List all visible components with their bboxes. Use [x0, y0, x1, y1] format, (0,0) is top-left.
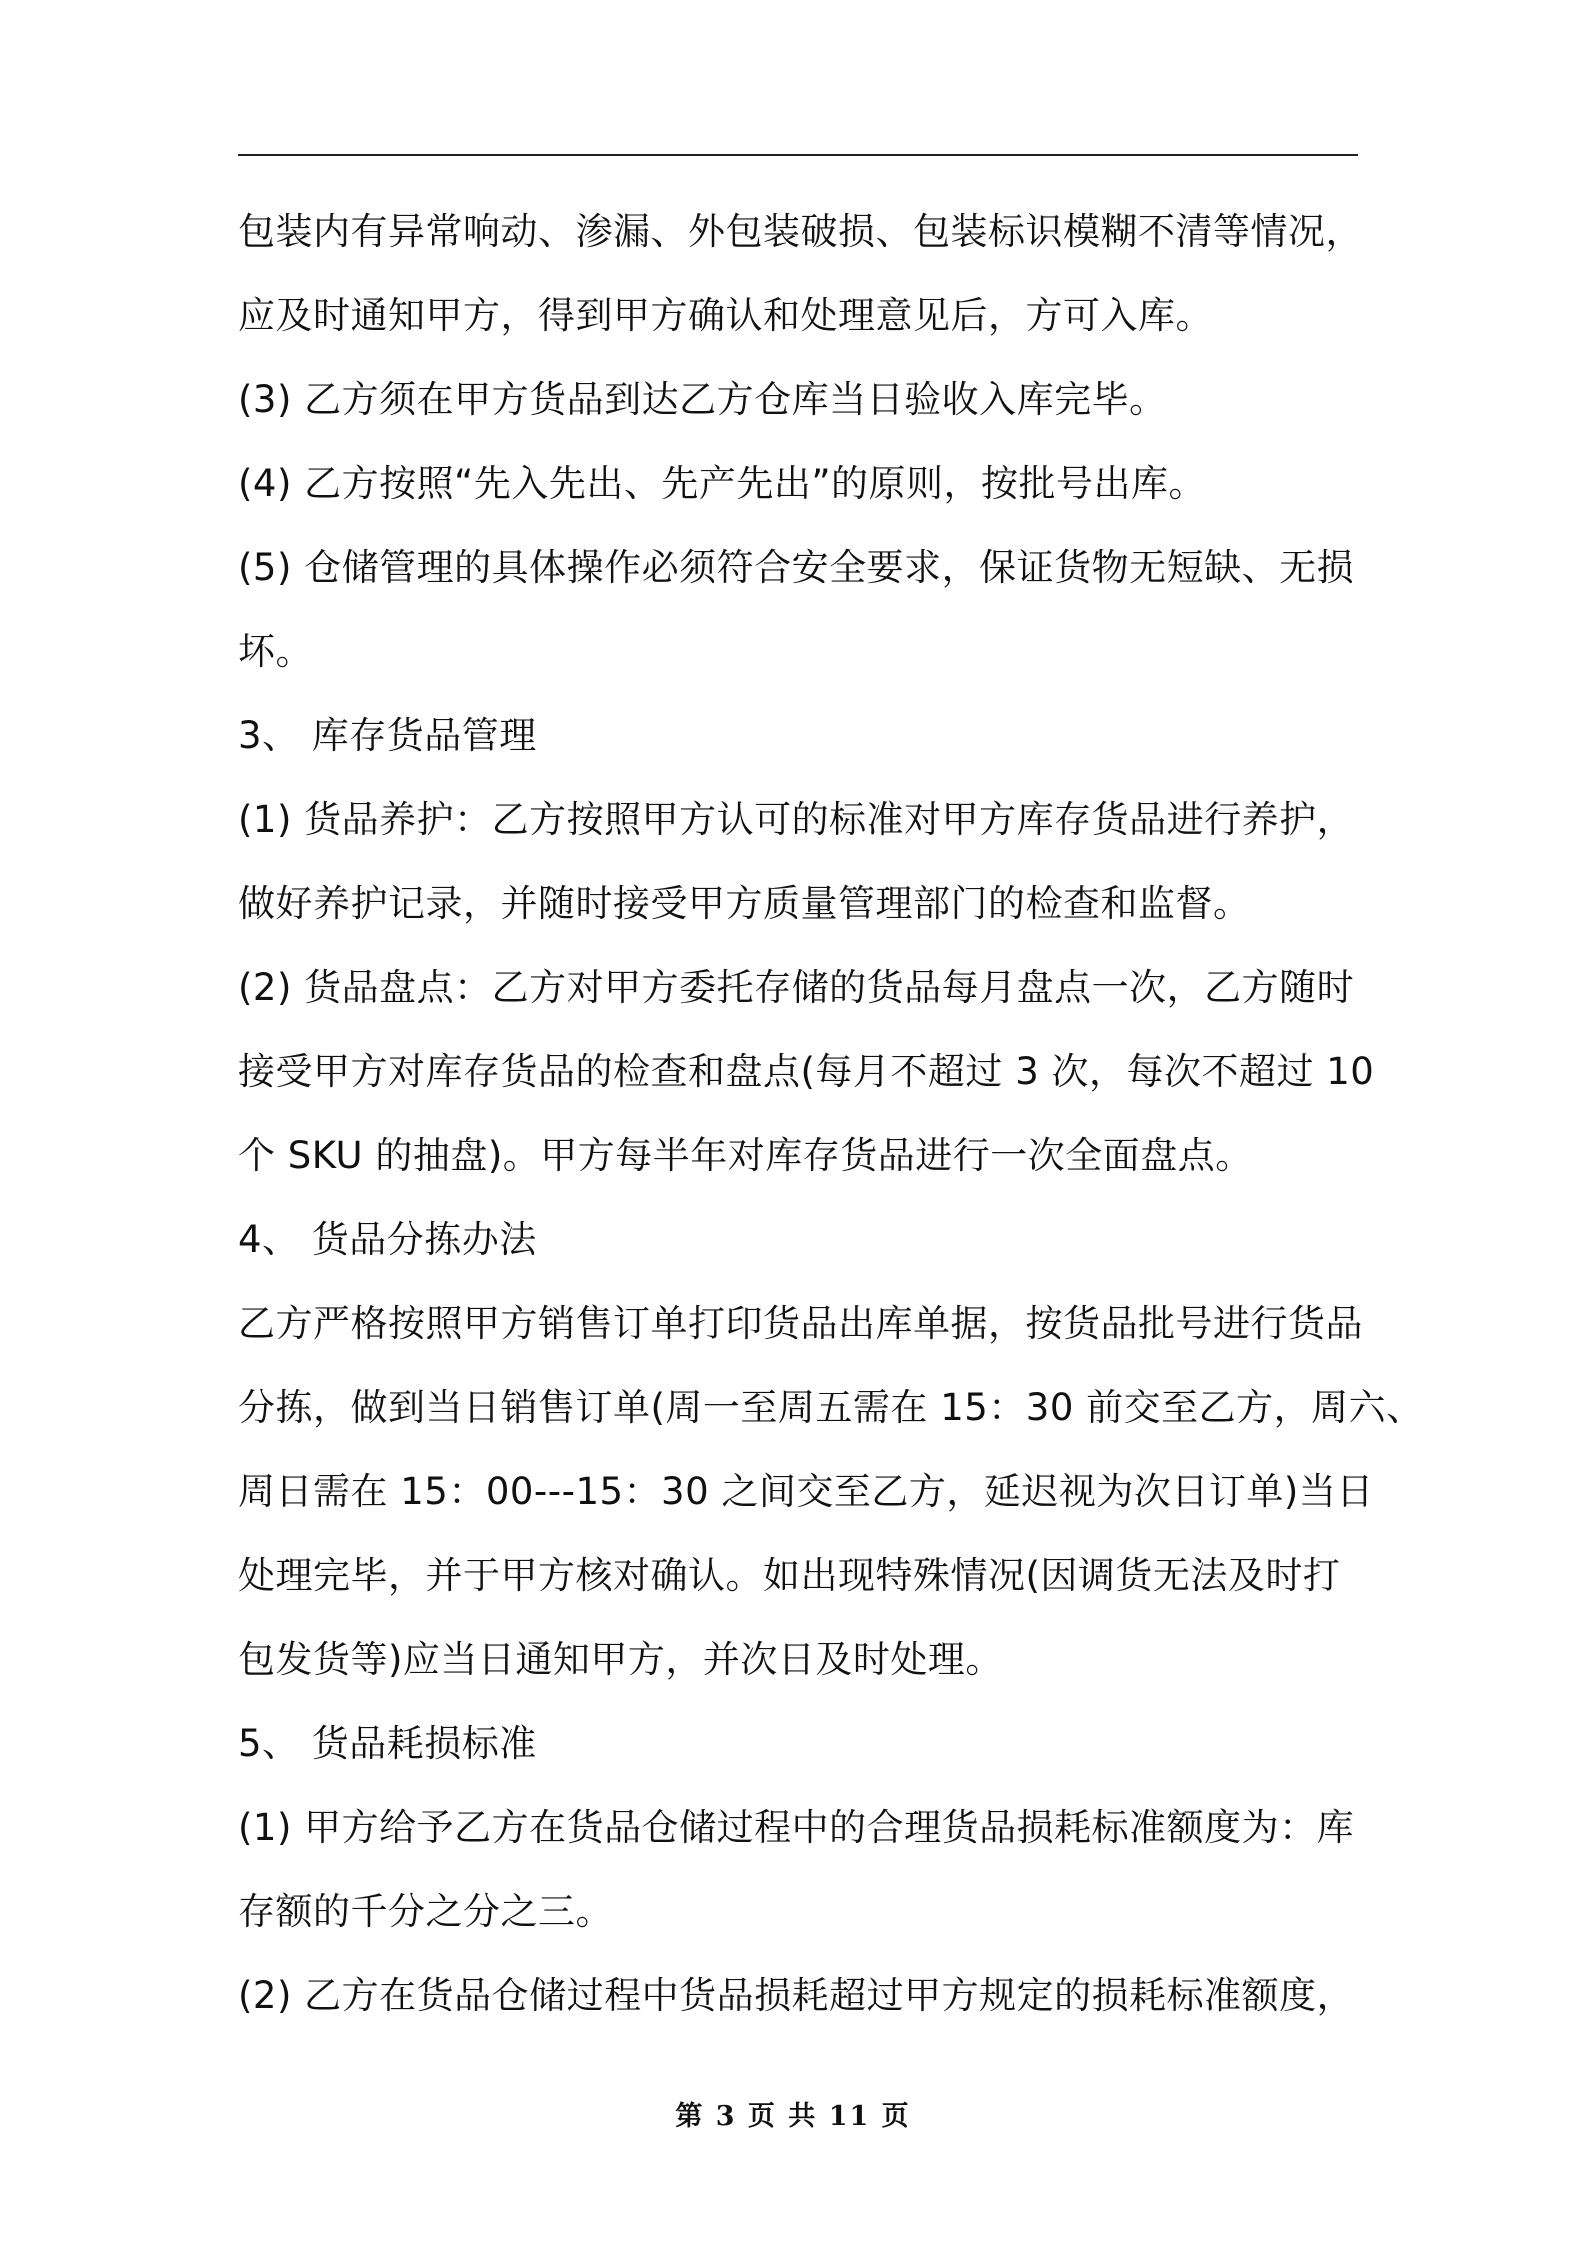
header-divider	[238, 154, 1358, 156]
section-heading-loss-standard: 5、 货品耗损标准	[238, 1722, 537, 1765]
body-line: 处理完毕，并于甲方核对确认。如出现特殊情况(因调货无法及时打	[238, 1554, 1341, 1597]
clause-4: (4) 乙方按照“先入先出、先产先出”的原则，按批号出库。	[238, 462, 1207, 505]
clause-2-loss-excess: (2) 乙方在货品仓储过程中货品损耗超过甲方规定的损耗标准额度，	[238, 1974, 1355, 2017]
body-line: 周日需在 15：00---15：30 之间交至乙方，延迟视为次日订单)当日	[238, 1470, 1374, 1513]
body-line: 个 SKU 的抽盘)。甲方每半年对库存货品进行一次全面盘点。	[238, 1134, 1253, 1177]
clause-1-maintenance: (1) 货品养护：乙方按照甲方认可的标准对甲方库存货品进行养护，	[238, 798, 1355, 841]
document-body	[238, 190, 1424, 2038]
section-heading-inventory: 3、 库存货品管理	[238, 714, 537, 757]
section-heading-sorting: 4、 货品分拣办法	[238, 1218, 537, 1261]
body-line: 坏。	[238, 630, 313, 673]
body-line: 存额的千分之分之三。	[238, 1890, 613, 1933]
clause-1-loss-quota: (1) 甲方给予乙方在货品仓储过程中的合理货品损耗标准额度为：库	[238, 1806, 1355, 1849]
body-line: 乙方严格按照甲方销售订单打印货品出库单据，按货品批号进行货品	[238, 1302, 1363, 1345]
clause-2-stocktake: (2) 货品盘点：乙方对甲方委托存储的货品每月盘点一次，乙方随时	[238, 966, 1355, 1009]
body-line: 应及时通知甲方，得到甲方确认和处理意见后，方可入库。	[238, 294, 1213, 337]
body-line: 分拣，做到当日销售订单(周一至周五需在 15：30 前交至乙方，周六、	[238, 1386, 1424, 1429]
clause-5: (5) 仓储管理的具体操作必须符合安全要求，保证货物无短缺、无损	[238, 546, 1355, 589]
body-line: 接受甲方对库存货品的检查和盘点(每月不超过 3 次，每次不超过 10	[238, 1050, 1375, 1093]
body-line: 包装内有异常响动、渗漏、外包装破损、包装标识模糊不清等情况，	[238, 210, 1363, 253]
body-line: 包发货等)应当日通知甲方，并次日及时处理。	[238, 1638, 1003, 1681]
clause-3: (3) 乙方须在甲方货品到达乙方仓库当日验收入库完毕。	[238, 378, 1167, 421]
body-line: 做好养护记录，并随时接受甲方质量管理部门的检查和监督。	[238, 882, 1251, 925]
page-number-footer: 第 3 页 共 11 页	[675, 2101, 911, 2132]
